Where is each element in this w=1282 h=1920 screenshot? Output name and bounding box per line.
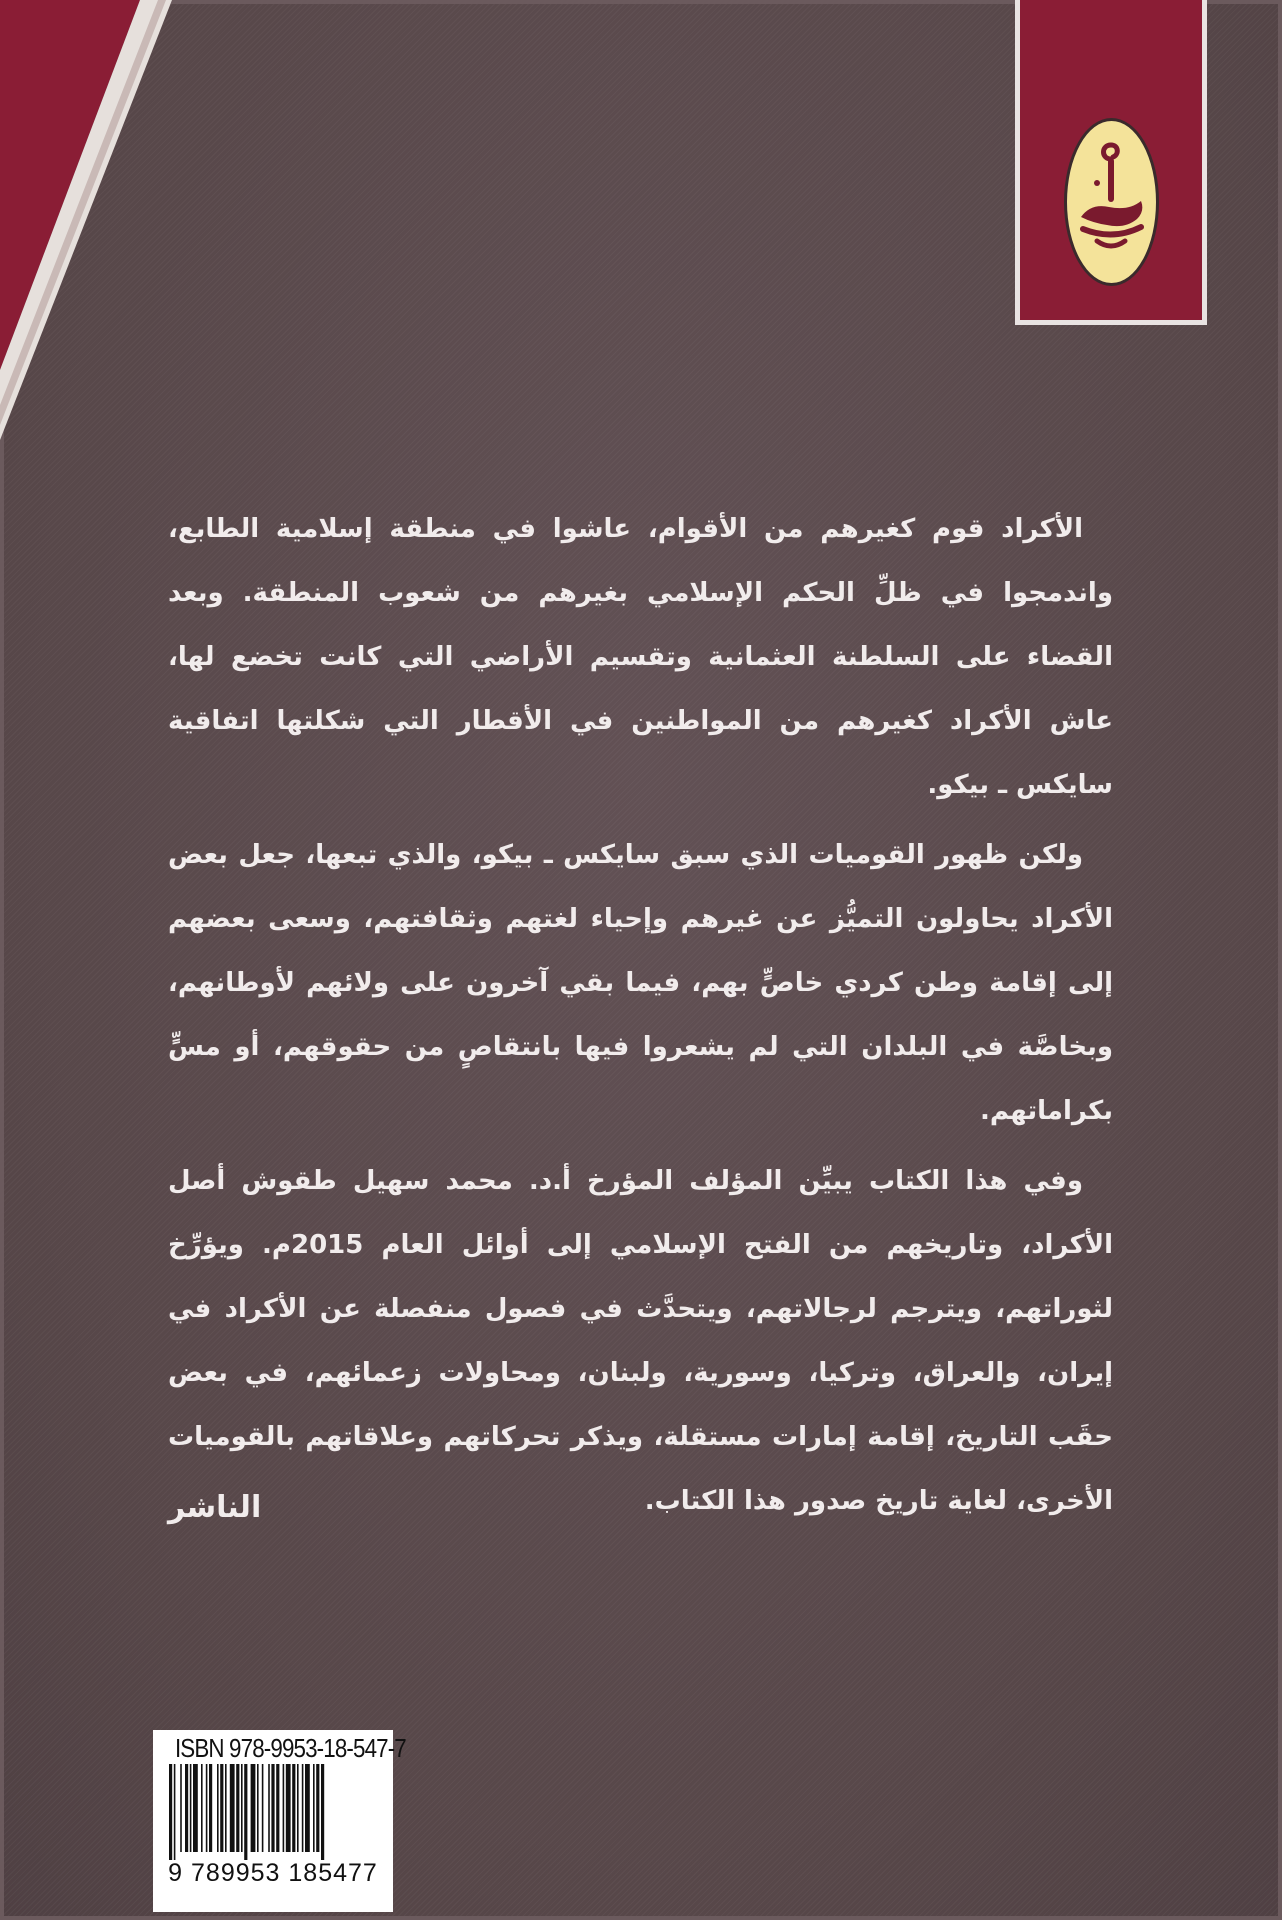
blurb-paragraph-1: الأكراد قوم كغيرهم من الأقوام، عاشوا في منطقة إسلامية الطابع، واندمجوا في ظلِّ الحكم الإسلامي بغيرهم من شعوب المنطقة. وبعد القضاء على السلطنة العثمانية وتقسيم الأراضي التي كانت تخضع لها، عاش الأكراد كغيرهم من المواطنين في الأقطار التي شكلتها اتفاقية سايكس ـ بيكو. [168,514,1113,800]
barcode-bar [271,1764,274,1852]
publisher-logo-panel [1015,0,1207,325]
barcode-bar [297,1764,299,1852]
blurb-paragraph-2: ولكن ظهور القوميات الذي سبق سايكس ـ بيكو، والذي تبعها، جعل بعض الأكراد يحاولون التميُّز عن غيرهم وإحياء لغتهم وثقافتهم، وسعى بعضهم إلى إقامة وطن كردي خاصٍّ بهم، فيما بقي آخرون على ولائهم لأوطانهم، وبخاصَّة في البلدان التي لم يشعروا فيها بانتقاصٍ من حقوقهم، أو مسٍّ بكراماتهم. [168,840,1113,1126]
barcode-bar [268,1764,270,1852]
barcode-bar [169,1764,172,1860]
barcode-bar [190,1764,192,1852]
barcode-bar [316,1764,319,1852]
publisher-label: الناشر [168,1490,262,1525]
barcode-bar [262,1764,264,1852]
barcode-bar [321,1764,324,1860]
barcode-bar [286,1764,291,1852]
barcode-bar [236,1764,239,1852]
blurb-text [168,497,1113,1539]
isbn-barcode [153,1730,406,1912]
barcode-bar [174,1764,176,1860]
barcode-bar [230,1764,235,1852]
barcode-bar [276,1764,279,1852]
barcode-bar [206,1764,208,1852]
barcode-bar [185,1764,188,1852]
barcode-bar [209,1764,212,1852]
barcode-bar [217,1764,219,1852]
barcode-bar [302,1764,304,1852]
isbn-text: ISBN 978-9953-18-547-7 [174,1733,406,1763]
barcode-bars [159,1764,387,1860]
barcode-bar [313,1764,315,1852]
barcode-bar [201,1764,203,1852]
barcode-bar [193,1764,198,1852]
corner-stripe [0,0,180,460]
barcode-bar [283,1764,285,1852]
barcode-bar [292,1764,295,1852]
publisher-logo-icon [1064,118,1159,286]
barcode-bar [244,1764,247,1860]
barcode-bar [251,1764,256,1852]
barcode-bar [220,1764,223,1852]
barcode-digits: 9 789953 185477 [168,1859,378,1887]
barcode-bar [225,1764,227,1852]
barcode-bar [257,1764,259,1852]
barcode-bar [180,1764,182,1852]
barcode-bar [305,1764,310,1852]
blurb-paragraph-3: وفي هذا الكتاب يبيِّن المؤلف المؤرخ أ.د. محمد سهيل طقوش أصل الأكراد، وتاريخهم من الفتح الإسلامي إلى أوائل العام 2015م. ويؤرِّخ لثوراتهم، ويترجم لرجالاتهم، ويتحدَّث في فصول منفصلة عن الأكراد في إيران، والعراق، وتركيا، وسورية، ولبنان، ومحاولات زعمائهم، في بعض حقَب التاريخ، إقامة إمارات مستقلة، ويذكر تحركاتهم وعلاقاتهم بالقوميات الأخرى، لغاية تاريخ صدور هذا الكتاب. [168,1166,1113,1516]
barcode-bar [241,1764,243,1852]
